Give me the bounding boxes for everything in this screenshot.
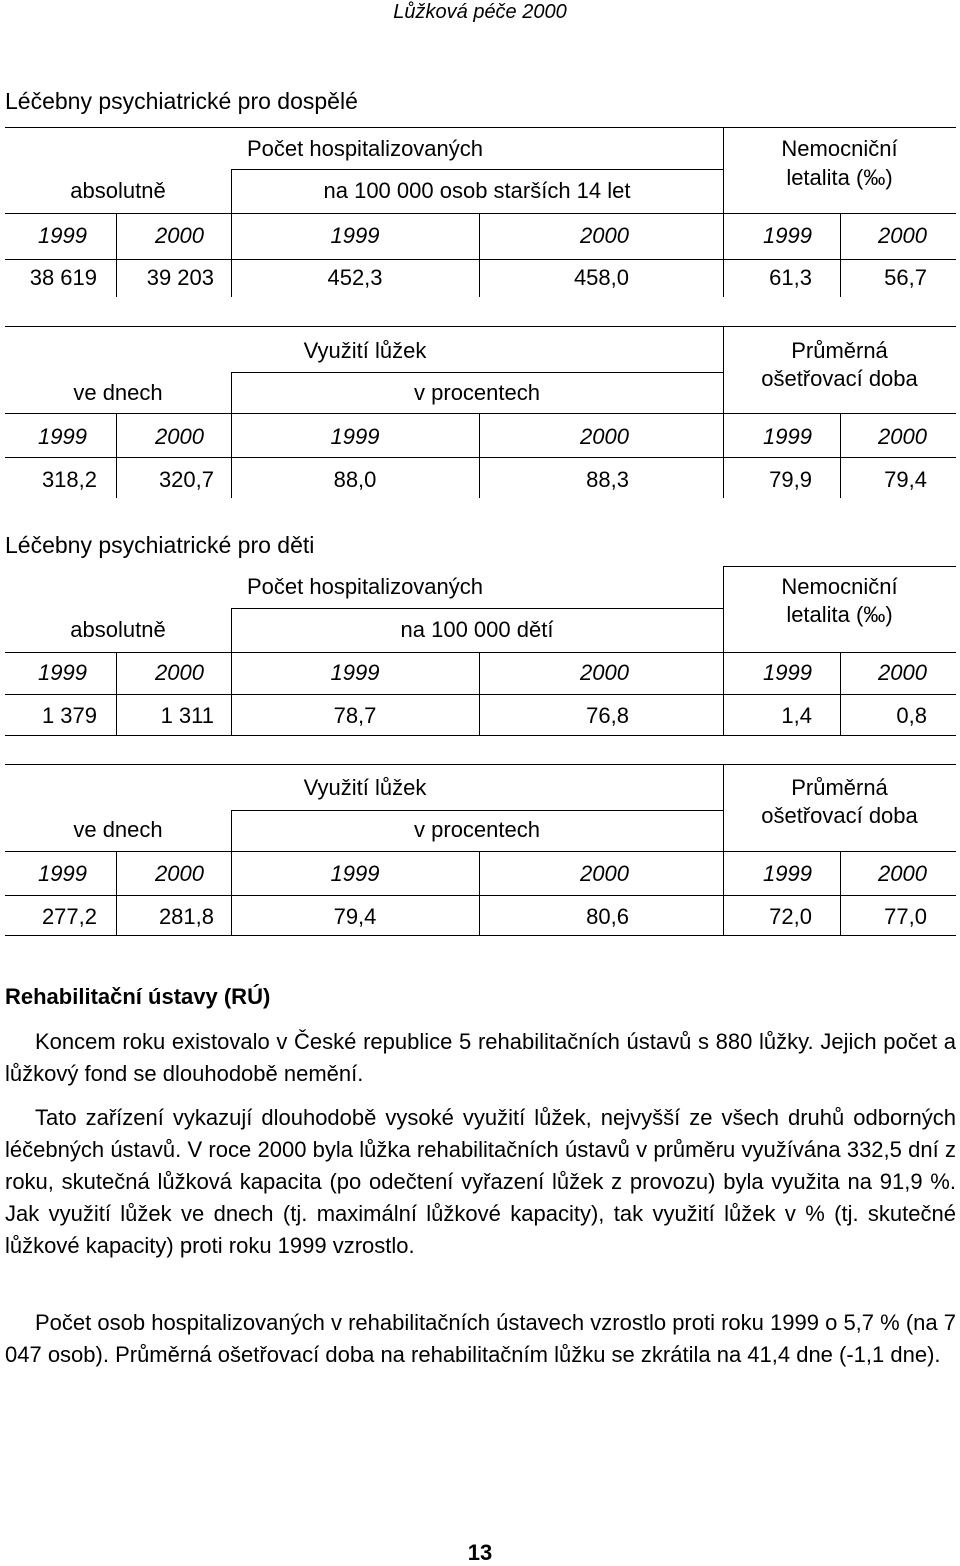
rule (5, 457, 956, 458)
paragraph-rehab-1 (5, 1026, 956, 1090)
header-in-percent: v procentech (414, 380, 540, 405)
year-cell: 1999 (763, 861, 812, 886)
paragraph-text: Koncem roku existovalo v České republice 5 rehabilitačních ústavů s 880 lůžky. Jejich počet a lůžkový fond se dlouhodobě nemění. (5, 1029, 956, 1086)
value-cell: 458,0 (573, 265, 629, 290)
rule (5, 735, 956, 736)
year-cell: 1999 (38, 660, 87, 685)
rule (231, 372, 723, 373)
value-cell: 77,0 (884, 904, 927, 929)
section-title-adults: Léčebny psychiatrické pro dospělé (5, 88, 358, 114)
value-cell: 56,7 (884, 265, 927, 290)
header-bed-usage: Využití lůžek (303, 775, 427, 800)
year-cell: 2000 (878, 861, 927, 886)
rule (5, 652, 956, 653)
rule (231, 169, 723, 170)
value-cell: 1,4 (781, 703, 812, 728)
header-mortality-line1: Nemocniční (781, 136, 898, 161)
rule (5, 413, 956, 414)
rule (5, 935, 956, 936)
header-per-100000-children: na 100 000 dětí (400, 617, 554, 642)
year-cell: 1999 (330, 424, 380, 449)
header-mortality-line2: letalita (‰) (786, 165, 893, 190)
year-cell: 1999 (38, 861, 87, 886)
header-average-stay-line2: ošetřovací doba (761, 803, 918, 828)
year-cell: 1999 (330, 861, 380, 886)
year-cell: 2000 (878, 223, 927, 248)
rule (231, 810, 723, 811)
value-cell: 79,4 (884, 467, 927, 492)
rule (5, 127, 956, 128)
header-in-days: ve dnech (73, 817, 163, 842)
year-cell: 1999 (763, 223, 812, 248)
value-cell: 281,8 (158, 904, 214, 929)
header-bed-usage: Využití lůžek (303, 338, 427, 363)
value-cell: 1 379 (41, 703, 97, 728)
year-cell: 1999 (38, 424, 87, 449)
rule (231, 608, 723, 609)
year-cell: 1999 (763, 424, 812, 449)
value-cell: 39 203 (146, 265, 214, 290)
header-mortality-line1: Nemocniční (781, 574, 898, 599)
section-title-rehab: Rehabilitační ústavy (RÚ) (5, 984, 271, 1009)
header-in-percent: v procentech (414, 817, 540, 842)
value-cell: 78,7 (333, 703, 377, 728)
value-cell: 318,2 (41, 467, 97, 492)
value-cell: 79,9 (769, 467, 812, 492)
year-cell: 2000 (878, 424, 927, 449)
rule (5, 851, 956, 852)
page-number: 13 (467, 1540, 493, 1565)
year-cell: 1999 (330, 660, 380, 685)
value-cell: 1 311 (160, 703, 214, 728)
rule (5, 895, 956, 896)
year-cell: 2000 (155, 424, 204, 449)
rule (5, 326, 956, 327)
rule (5, 764, 956, 765)
header-average-stay-line1: Průměrná (791, 775, 888, 800)
year-cell: 2000 (580, 223, 629, 248)
header-average-stay-line2: ošetřovací doba (761, 366, 918, 391)
year-cell: 1999 (763, 660, 812, 685)
year-cell: 1999 (38, 223, 87, 248)
value-cell: 88,0 (333, 467, 377, 492)
table-children-hospitalizations (5, 566, 956, 736)
year-cell: 2000 (155, 223, 204, 248)
value-cell: 61,3 (769, 265, 812, 290)
table-adults-hospitalizations (5, 127, 956, 297)
table-children-bed-usage (5, 764, 956, 936)
rule (5, 694, 956, 695)
header-absolute: absolutně (70, 178, 166, 203)
value-cell: 320,7 (158, 467, 214, 492)
year-cell: 2000 (580, 424, 629, 449)
value-cell: 0,8 (896, 703, 927, 728)
page-header: Lůžková péče 2000 (393, 1, 567, 23)
year-cell: 1999 (330, 223, 380, 248)
value-cell: 76,8 (586, 703, 629, 728)
value-cell: 38 619 (29, 265, 97, 290)
paragraph-text: Tato zařízení vykazují dlouhodobě vysoké využití lůžek, nejvyšší ze všech druhů odborných léčebných ústavů. V roce 2000 byla lůžka rehabilitačních ústavů v průměru využívána 332,5 dní z roku, skutečná lůžková kapacita (po odečtení vyřazení lůžek z provozu) byla využita na 91,9 %. Jak využití lůžek ve dnech (tj. maximální lůžkové kapacity), tak využití lůžek v % (tj. skutečné lůžkové kapacity) proti roku 1999 vzrostlo. (5, 1105, 956, 1258)
paragraph-rehab-2 (5, 1102, 956, 1262)
table-adults-bed-usage (5, 326, 956, 498)
header-hospitalized-count: Počet hospitalizovaných (246, 136, 484, 161)
paragraph-text: Počet osob hospitalizovaných v rehabilitačních ústavech vzrostlo proti roku 1999 o 5,7 % (na 7 047 osob). Průměrná ošetřovací doba na rehabilitačním lůžku se zkrátila na 41,4 dne (-1,1 dne). (5, 1310, 956, 1367)
header-absolute: absolutně (70, 617, 166, 642)
rule (5, 259, 956, 260)
year-cell: 2000 (155, 861, 204, 886)
header-mortality-line2: letalita (‰) (786, 602, 893, 627)
rule (723, 566, 956, 567)
value-cell: 79,4 (333, 904, 377, 929)
section-title-children: Léčebny psychiatrické pro děti (5, 532, 315, 558)
value-cell: 72,0 (769, 904, 812, 929)
header-in-days: ve dnech (73, 380, 163, 405)
header-hospitalized-count: Počet hospitalizovaných (246, 574, 484, 599)
value-cell: 277,2 (41, 904, 97, 929)
value-cell: 80,6 (586, 904, 629, 929)
paragraph-rehab-3 (5, 1307, 956, 1371)
year-cell: 2000 (155, 660, 204, 685)
value-cell: 452,3 (327, 265, 383, 290)
value-cell: 88,3 (586, 467, 629, 492)
year-cell: 2000 (878, 660, 927, 685)
year-cell: 2000 (580, 861, 629, 886)
rule (5, 213, 956, 214)
header-average-stay-line1: Průměrná (791, 338, 888, 363)
header-per-100000: na 100 000 osob starších 14 let (323, 178, 631, 203)
year-cell: 2000 (580, 660, 629, 685)
